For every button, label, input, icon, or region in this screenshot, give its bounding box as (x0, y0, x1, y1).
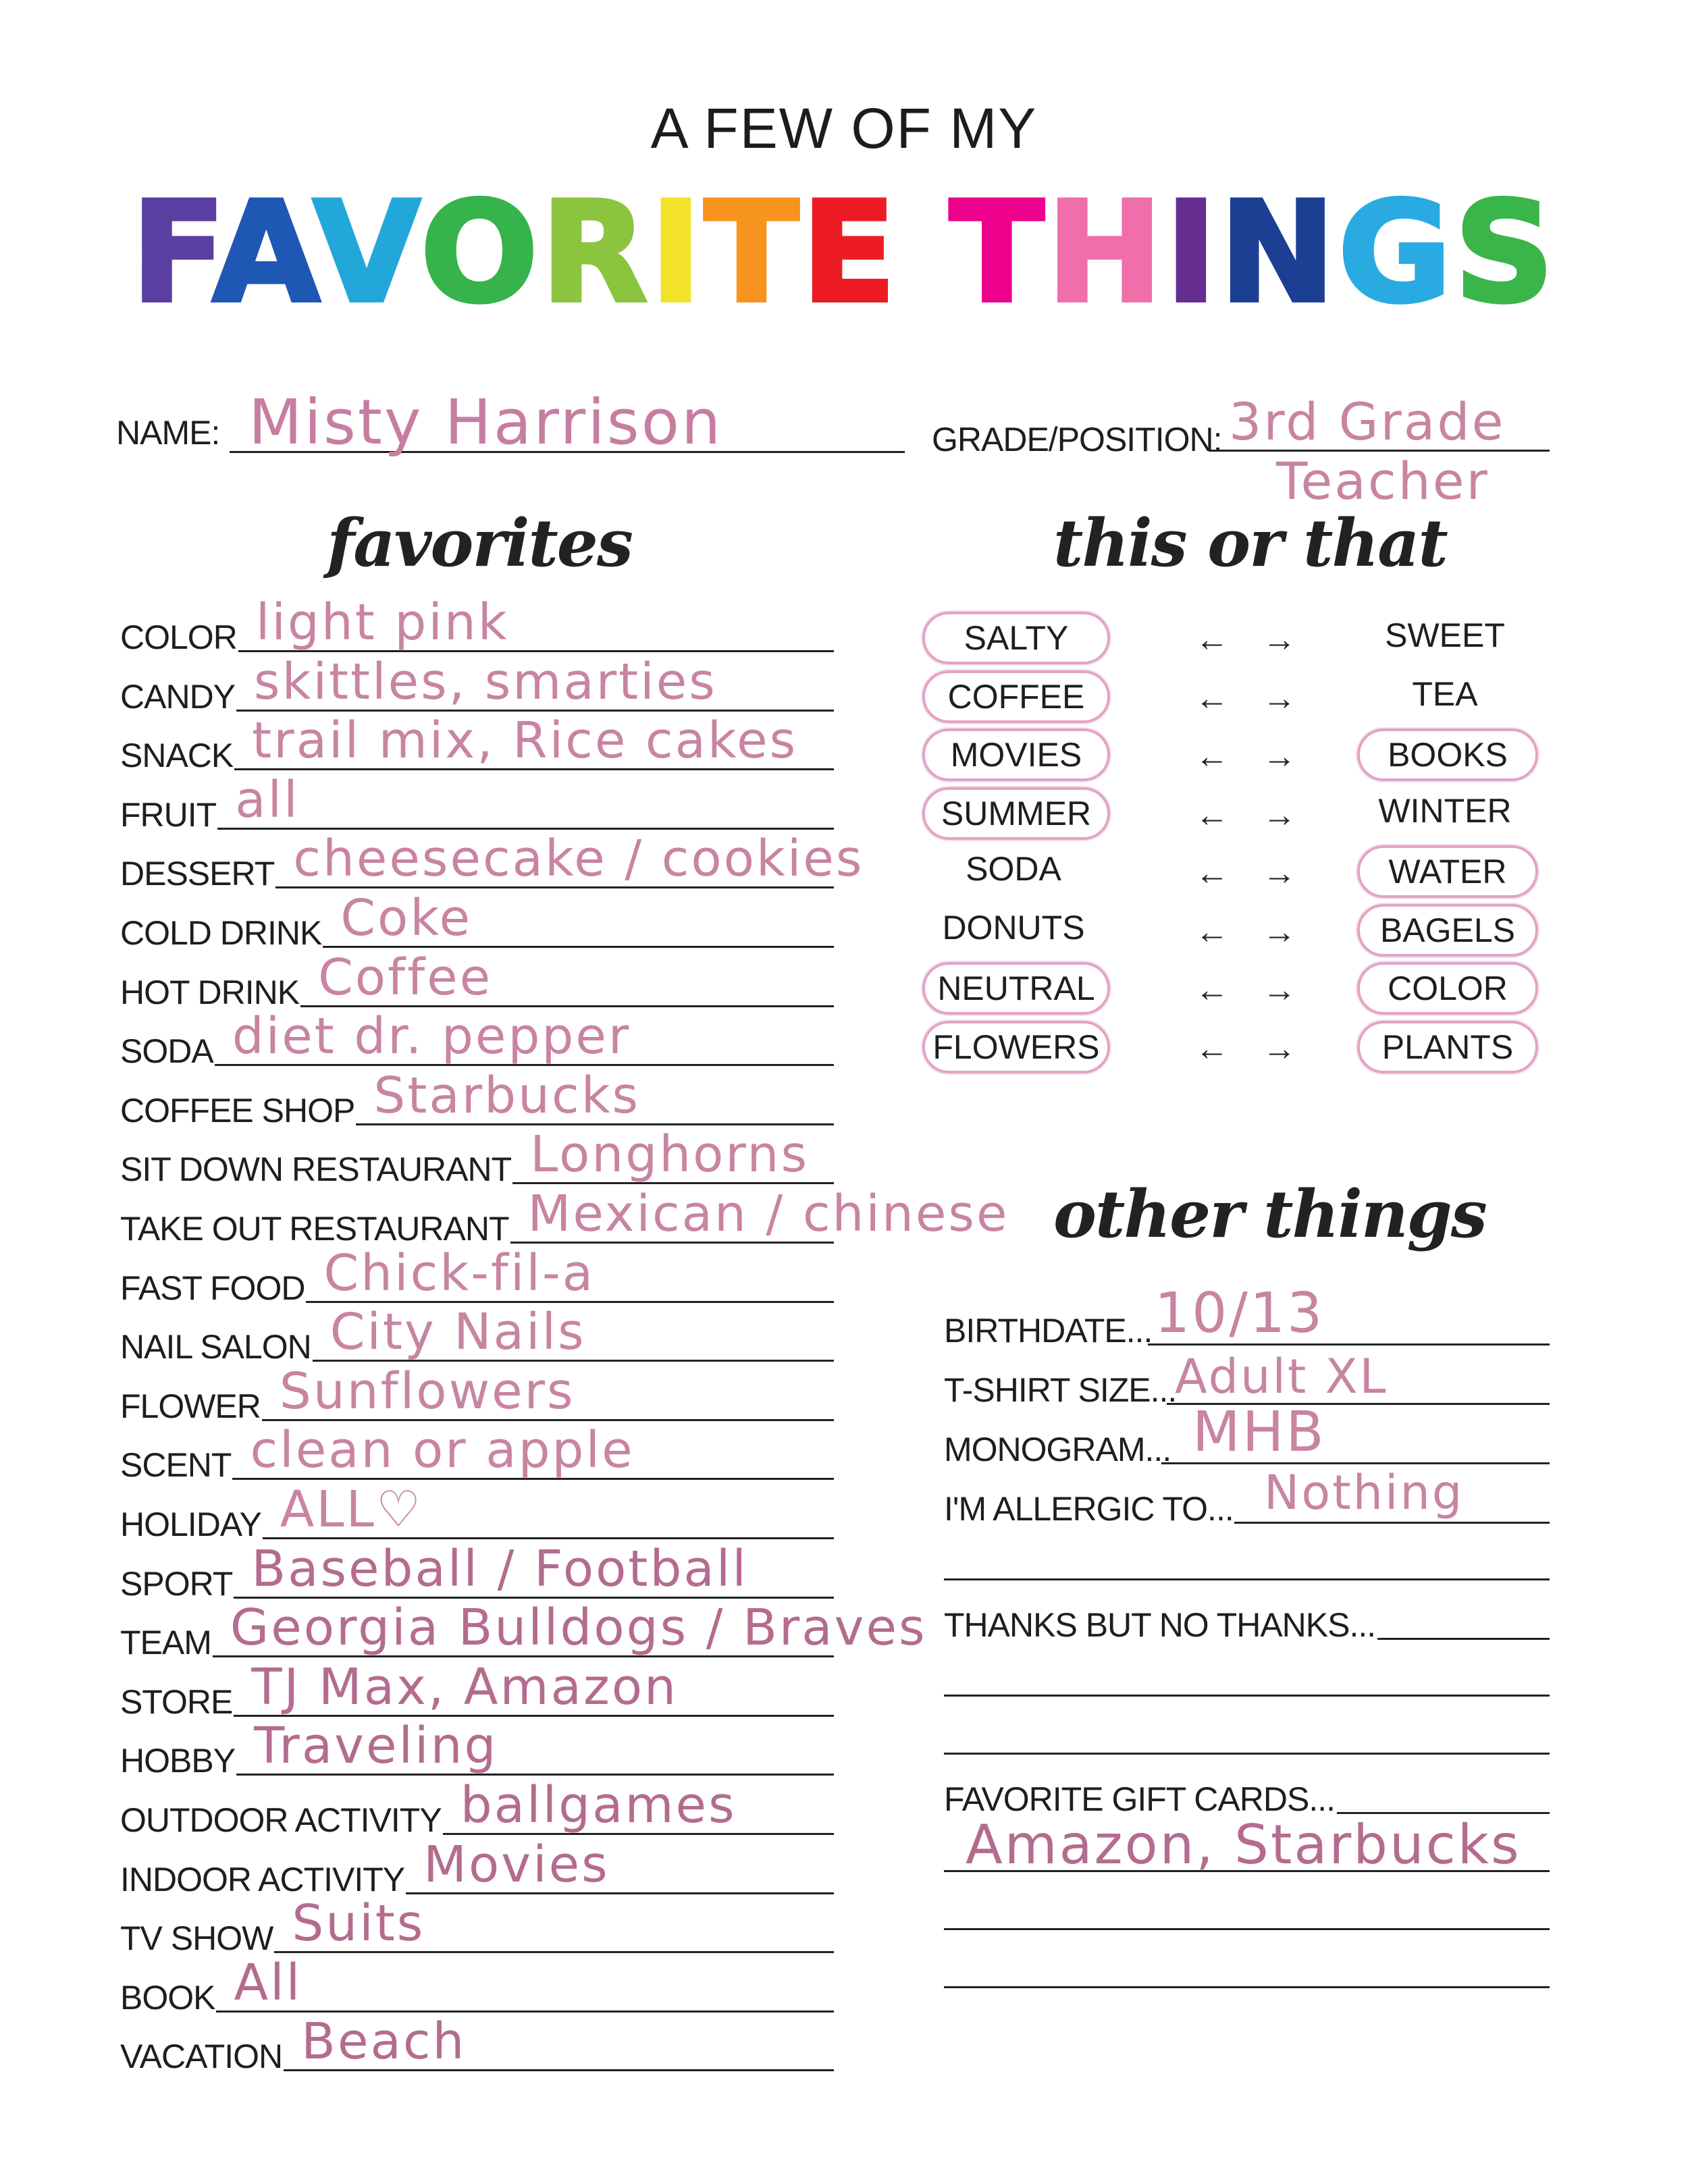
other-things-heading: other things (1053, 1176, 1486, 1252)
this-or-that-right-option[interactable]: BAGELS (1357, 904, 1538, 957)
allergic-value: Nothing (1264, 1465, 1465, 1520)
title-letter: O (420, 173, 541, 334)
monogram-value: MHB (1192, 1400, 1326, 1464)
favorite-label: OUTDOOR ACTIVITY (120, 1801, 442, 1839)
arrows-icon: ← → (1195, 971, 1309, 1009)
allergic-line-2[interactable] (944, 1578, 1550, 1580)
favorite-label: FRUIT (120, 796, 217, 834)
title-letter: A (212, 173, 313, 334)
favorite-value: Georgia Bulldogs / Braves (230, 1599, 927, 1657)
favorite-label: COLD DRINK (120, 914, 322, 952)
gift-cards-line-4[interactable] (944, 1986, 1550, 1988)
favorite-label: SPORT (120, 1565, 233, 1603)
title-letter: R (541, 173, 650, 334)
gift-cards-value: Amazon, Starbucks (966, 1813, 1521, 1876)
title-letter: H (1047, 173, 1165, 334)
this-or-that-left-option[interactable]: FLOWERS (922, 1021, 1110, 1073)
title-letter: I (1165, 173, 1220, 334)
favorite-value: Suits (292, 1894, 425, 1952)
favorite-label: CANDY (120, 678, 236, 716)
this-or-that-right-option[interactable]: COLOR (1357, 962, 1538, 1015)
favorite-label: TEAM (120, 1624, 211, 1661)
title-letter (899, 173, 949, 334)
favorite-value: Coke (340, 889, 473, 947)
favorites-heading: favorites (327, 505, 632, 581)
gift-cards-line-3[interactable] (944, 1928, 1550, 1930)
this-or-that-left-option[interactable]: COFFEE (922, 670, 1110, 723)
arrows-icon: ← → (1195, 679, 1309, 717)
favorite-label: COFFEE SHOP (120, 1092, 355, 1129)
this-or-that-left-option[interactable]: NEUTRAL (922, 962, 1110, 1015)
arrows-icon: ← → (1195, 913, 1309, 951)
favorite-label: TAKE OUT RESTAURANT (120, 1210, 509, 1248)
this-or-that-left-option[interactable]: SUMMER (922, 787, 1110, 840)
birthdate-label: BIRTHDATE... (944, 1312, 1153, 1350)
this-or-that-right-option[interactable]: TEA (1412, 675, 1478, 713)
title-letter: T (704, 173, 801, 334)
grade-label: GRADE/POSITION: (932, 421, 1222, 458)
favorite-value: Traveling (254, 1717, 498, 1775)
title-letter: V (313, 173, 421, 334)
arrows-icon: ← → (1195, 620, 1309, 658)
this-or-that-left-option[interactable]: MOVIES (922, 728, 1110, 781)
favorite-value: cheesecake / cookies (293, 830, 864, 888)
favorite-value: Starbucks (373, 1067, 641, 1125)
favorite-value: all (235, 771, 300, 829)
favorite-label: STORE (120, 1683, 233, 1721)
favorite-value: trail mix, Rice cakes (252, 712, 798, 770)
main-title (0, 172, 1688, 334)
favorite-value: City Nails (329, 1303, 586, 1361)
this-or-that-right-option[interactable]: SWEET (1385, 616, 1505, 654)
favorite-value: ballgames (460, 1776, 737, 1834)
title-letter: F (131, 173, 213, 334)
favorite-label: HOLIDAY (120, 1506, 261, 1543)
this-or-that-right-option[interactable]: WATER (1357, 845, 1538, 898)
this-or-that-right-option[interactable]: WINTER (1378, 792, 1512, 830)
favorite-value: skittles, smarties (254, 653, 717, 711)
favorite-label: SNACK (120, 737, 234, 774)
favorite-label: TV SHOW (120, 1919, 273, 1957)
favorite-label: FLOWER (120, 1387, 261, 1425)
favorite-value: TJ Max, Amazon (251, 1658, 678, 1716)
favorite-label: COLOR (120, 618, 237, 656)
favorite-value: Longhorns (530, 1125, 809, 1183)
tshirt-value: Adult XL (1175, 1349, 1388, 1404)
tshirt-label: T-SHIRT SIZE... (944, 1371, 1177, 1409)
favorite-label: INDOOR ACTIVITY (120, 1861, 405, 1898)
favorite-label: NAIL SALON (120, 1328, 311, 1366)
favorite-label: FAST FOOD (120, 1269, 305, 1307)
arrows-icon: ← → (1195, 796, 1309, 834)
favorite-value: Beach (301, 2013, 467, 2071)
name-label: NAME: (116, 414, 220, 452)
this-or-that-left-option[interactable]: DONUTS (942, 909, 1085, 947)
favorite-value: Sunflowers (279, 1362, 575, 1420)
gift-cards-label: FAVORITE GIFT CARDS... (944, 1780, 1336, 1818)
no-thanks-label: THANKS BUT NO THANKS... (944, 1606, 1376, 1644)
allergic-line[interactable] (1234, 1522, 1550, 1524)
this-or-that-left-option[interactable]: SODA (966, 850, 1061, 888)
title-letter: T (949, 173, 1047, 334)
grade-value-line2: Teacher (1276, 451, 1489, 511)
title-letter: I (650, 173, 705, 334)
grade-value-line1: 3rd Grade (1229, 392, 1506, 452)
this-or-that-left-option[interactable]: SALTY (922, 612, 1110, 664)
title-letter: G (1338, 173, 1454, 334)
favorite-value: Mexican / chinese (527, 1185, 1009, 1243)
favorite-value: diet dr. pepper (232, 1007, 631, 1065)
title-letter: N (1219, 173, 1338, 334)
name-value: Misty Harrison (248, 386, 723, 458)
super-title: A FEW OF MY (650, 97, 1038, 160)
birthdate-value: 10/13 (1155, 1281, 1325, 1346)
no-thanks-line-3[interactable] (944, 1753, 1550, 1755)
favorite-value: Chick-fil-a (323, 1244, 596, 1302)
favorite-label: DESSERT (120, 855, 275, 893)
title-letter: E (801, 173, 899, 334)
favorite-label: SODA (120, 1032, 213, 1070)
favorite-value: clean or apple (250, 1421, 635, 1479)
allergic-label: I'M ALLERGIC TO... (944, 1490, 1234, 1528)
arrows-icon: ← → (1195, 854, 1309, 892)
favorite-label: HOT DRINK (120, 974, 300, 1011)
this-or-that-heading: this or that (1053, 505, 1447, 581)
title-letter: S (1454, 173, 1557, 334)
arrows-icon: ← → (1195, 1030, 1309, 1067)
favorite-value: Baseball / Football (251, 1540, 748, 1598)
favorite-label: BOOK (120, 1979, 215, 2017)
arrows-icon: ← → (1195, 737, 1309, 775)
favorite-value: Coffee (318, 949, 493, 1007)
monogram-label: MONOGRAM... (944, 1431, 1171, 1468)
this-or-that-right-option[interactable]: BOOKS (1357, 728, 1538, 781)
favorite-label: HOBBY (120, 1742, 236, 1780)
favorite-label: SIT DOWN RESTAURANT (120, 1150, 512, 1188)
favorite-label: SCENT (120, 1446, 232, 1484)
favorite-value: light pink (255, 593, 509, 651)
gift-cards-line-2[interactable] (944, 1870, 1550, 1872)
no-thanks-line[interactable] (1377, 1638, 1550, 1640)
favorite-value: All (234, 1954, 302, 2012)
favorite-label: VACATION (120, 2037, 283, 2075)
favorite-value: ALL♡ (280, 1481, 423, 1539)
this-or-that-right-option[interactable]: PLANTS (1357, 1021, 1538, 1073)
favorite-value: Movies (423, 1836, 610, 1894)
no-thanks-line-2[interactable] (944, 1695, 1550, 1697)
